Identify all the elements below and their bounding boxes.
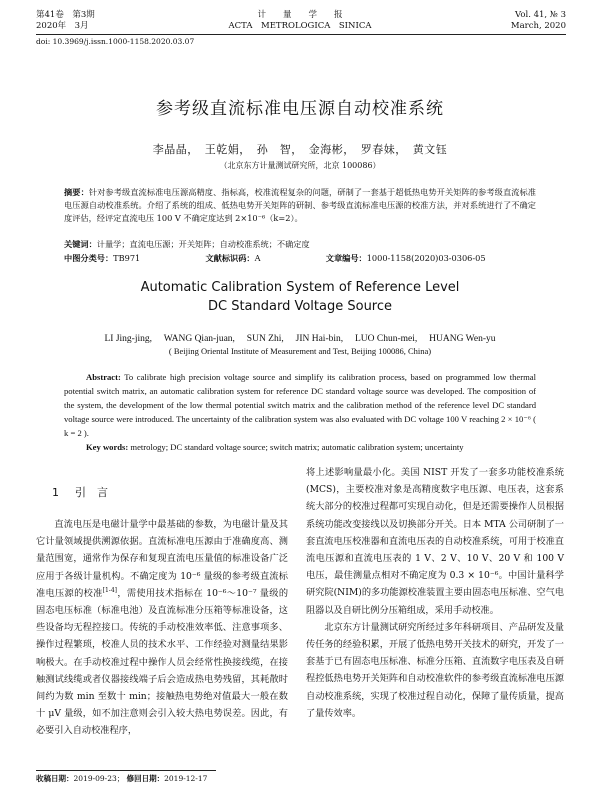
keywords-zh: 关键词：计量学；直流电压源；开关矩阵；自动校准系统；不确定度 bbox=[64, 239, 310, 249]
title-zh: 参考级直流标准电压源自动校准系统 bbox=[156, 99, 444, 119]
journal-volume: 第41卷 第3期 2020年 3月 bbox=[36, 10, 95, 31]
journal-name: 计 量 学 报 ACTA METROLOGICA SINICA bbox=[228, 10, 372, 31]
journal-issue-en: Vol. 41, № 3 March, 2020 bbox=[510, 10, 566, 31]
footnote-rule bbox=[36, 770, 216, 771]
abstract-en bbox=[64, 370, 536, 440]
abstract-zh bbox=[64, 186, 536, 225]
footnote-dates: 收稿日期：2019-09-23； 修回日期：2019-12-17 bbox=[36, 774, 208, 783]
intro-paragraph-1: 直流电压是电磁计量学中最基础的参数，为电磁计量及其它计量领域提供溯源依据。直流标准电压源由于准确度高、测量范围宽，通常作为保存和复现直流电压量值的标准设备广泛应用于各级计量机构。不确定度为 10⁻⁶ 量级的参考级直流标准电压源的校准[1-4]，需使用技术指标在 10⁻⁶～10⁻⁷ 量级的固态电压标准（标准电池）及直流标准分压箱等标准设备，这些设备均无程控接口。传统的手动校准效率低、注意事项多、操作过程繁琐，校准人员的技术水平、工作经验对测量结果影响极大。在手动校准过程中操作人员会经常性换接线缆，在接触测试线缆或者仪器接线端子后会造成热电势残留，其耗散时间约为数 min 至数十 min；接触热电势绝对值最大一般在数十 μV 量级，如不加注意则会引入较大热电势误差。因此，有必要引入自动校准程序， bbox=[36, 519, 289, 737]
abstract-en-text: To calibrate high precision voltage source and simplify its calibration process, based on programmed low thermal potential switch matrix, an automatic calibration system for reference DC standard voltage source was developed. The composition of the system, the development of the low thermal potential switch matrix and the calibration method of the reference level DC standard voltage source were introduced. The uncertainty of the calibration system was also evaluated with DC voltage 100 V reaching 2 × 10⁻⁶ ( k = 2 ). bbox=[64, 372, 536, 438]
intro-paragraph-1-cont: 将上述影响量最小化。美国 NIST 开发了一套多功能校准系统(MCS)，主要校准对象是高精度数字电压源、电压表，这套系统大部分的校准过程都可实现自动化，但是还需要操作人员根据系统功能改变接线以及切换部分开关。日本 MTA 公司研制了一套直流电压校准器和直流电压表的自动校准系统，可用于校准直流电压源和直流电压表的 1 V、2 V、10 V、20 V 和 100 V 电压，最佳测量点相对不确定度为 0.3 × 10⁻⁶。中国计量科学研究院(NIM)的多功能源校准装置主要由固态电压标准、空气电阻器以及自研比例分压箱组成，采用手动校准。 bbox=[306, 467, 564, 616]
section-1-heading: 1 引 言 bbox=[52, 486, 108, 499]
abstract-zh-text: 针对参考级直流标准电压源高精度、指标高，校准流程复杂的问题，研制了一套基于超低热电势开关矩阵的参考级直流标准电压源自动校准系统。介绍了系统的组成、低热电势开关矩阵的研制、参考级直流标准电压源的校准方法，并对系统进行了不确定度评估，经评定直流电压 100 V 不确定度达到 2×10⁻⁶（k=2）。 bbox=[64, 187, 536, 223]
abstract-zh-label: 摘要： bbox=[64, 187, 89, 197]
doi: doi: 10.3969/j.issn.1000-1158.2020.03.07 bbox=[36, 37, 195, 46]
right-column bbox=[306, 464, 564, 722]
keywords-en: Key words: metrology; DC standard voltage source; switch matrix; automatic calibration system; uncertainty bbox=[86, 442, 464, 452]
authors-en: LI Jing-jing, WANG Qian-juan, SUN Zhi, JIN Hai-bin, LUO Chun-mei, HUANG Wen-yu bbox=[104, 334, 496, 344]
authors-zh: 李晶晶， 王乾娟， 孙 智， 金海彬， 罗春妹， 黄文钰 bbox=[152, 143, 448, 156]
citation: [1-4] bbox=[102, 586, 117, 594]
abstract-en-label: Abstract: bbox=[86, 372, 121, 382]
left-column bbox=[36, 516, 288, 740]
affiliation-zh: （北京东方计量测试研究所，北京 100086） bbox=[219, 161, 381, 170]
affiliation-en: ( Beijing Oriental Institute of Measurement and Test, Beijing 100086, China) bbox=[168, 346, 432, 356]
title-en: Automatic Calibration System of Reference Level DC Standard Voltage Source bbox=[140, 280, 460, 314]
header-rule bbox=[36, 34, 566, 35]
intro-paragraph-2: 北京东方计量测试研究所经过多年科研项目、产品研发及量传任务的经验积累，开展了低热电势开关技术的研究，开发了一套基于已有固态电压标准、标准分压箱、直流数字电压表及自研程控低热电势开关矩阵和自动校准软件的参考级直流标准电压源自动校准系统，实现了校准过程自动化，保障了量传质量，提高了量传效率。 bbox=[306, 621, 564, 719]
classification-line: 中图分类号：TB971 文献标识码：A 文章编号：1000-1158(2020)03-0306-05 bbox=[64, 253, 486, 263]
